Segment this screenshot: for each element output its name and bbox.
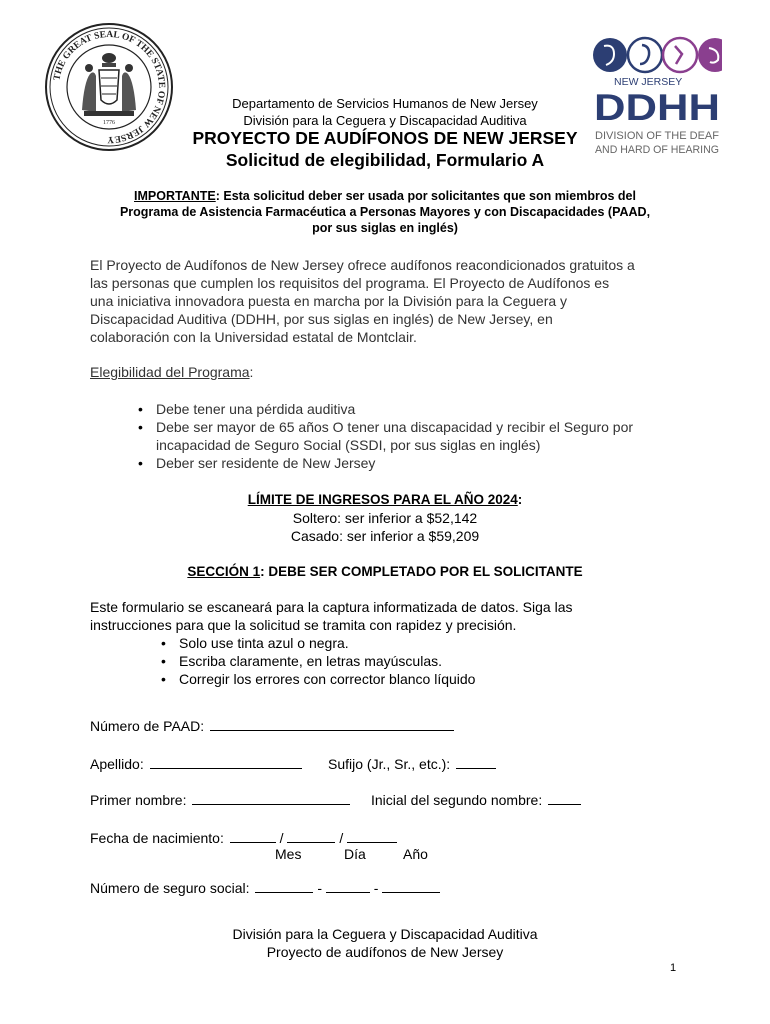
ddhh-state: NEW JERSEY [614,76,683,88]
paad-input-line[interactable] [210,716,454,731]
ddhh-line2: AND HARD OF HEARING [595,144,719,156]
dob-month-caption: Mes [275,846,302,862]
dob-day-caption: Día [344,846,366,862]
ssn-part1-input-line[interactable] [255,878,313,893]
section1-intro-line: instrucciones para que la solicitud se tramita con rapidez y precisión. [90,617,517,633]
ddhh-line1: DIVISION OF THE DEAF [595,130,720,142]
list-item: • Deber ser residente de New Jersey [134,454,694,472]
last-name-row [90,754,302,772]
suffix-label: Sufijo (Jr., Sr., etc.): [328,756,451,772]
intro-line: una iniciativa innovadora puesta en marcha por la División para la Ceguera y [90,293,568,309]
list-item: • Corregir los errores con corrector blanco líquido [157,670,657,688]
instructions-list [157,634,657,688]
intro-line: colaboración con la Universidad estatal de Montclair. [90,329,417,345]
eligibility-list [134,400,694,472]
ssn-part2-input-line[interactable] [326,878,370,893]
footer-project: Proyecto de audífonos de New Jersey [266,944,504,960]
list-item: • Solo use tinta azul o negra. [157,634,657,652]
suffix-row [328,754,496,772]
first-name-input-line[interactable] [192,790,350,805]
department-name: Departamento de Servicios Humanos de New Jersey [232,96,538,111]
footer-division: División para la Ceguera y Discapacidad Auditiva [232,926,538,942]
dob-row [90,828,397,846]
last-name-label: Apellido: [90,756,144,772]
first-name-row [90,790,350,808]
important-line1: : Esta solicitud deber ser usada por solicitantes que son miembros del [215,189,636,203]
paad-label: Número de PAAD: [90,718,205,734]
dob-year-input-line[interactable] [347,828,397,843]
list-item: • Debe ser mayor de 65 años O tener una discapacidad y recibir el Seguro por incapacidad de Seguro Social (SSDI, por sus siglas en inglés) [134,418,694,454]
income-limit-married: Casado: ser inferior a $59,209 [290,528,480,544]
middle-initial-input-line[interactable] [548,790,581,805]
page-title: PROYECTO DE AUDÍFONOS DE NEW JERSEY [192,128,578,148]
intro-line: las personas que cumplen los requisitos del programa. El Proyecto de Audífonos es [90,275,610,291]
suffix-input-line[interactable] [456,754,496,769]
dob-label: Fecha de nacimiento: [90,830,224,846]
intro-paragraph [90,256,690,346]
dob-separator: / [279,830,284,846]
dob-month-input-line[interactable] [230,828,276,843]
ssn-row [90,878,440,896]
list-item: • Debe tener una pérdida auditiva [134,400,694,418]
ssn-separator: - [373,880,379,896]
income-limit-heading: LÍMITE DE INGRESOS PARA EL AÑO 2024: [247,492,523,507]
important-line2: Programa de Asistencia Farmacéutica a Personas Mayores y con Discapacidades (PAAD, [119,205,651,219]
eligibility-heading: Elegibilidad del Programa: [90,364,254,380]
dob-separator: / [339,830,344,846]
page-number: 1 [670,962,677,974]
intro-line: El Proyecto de Audífonos de New Jersey ofrece audífonos reacondicionados gratuitos a [90,257,635,273]
important-line3: por sus siglas en inglés) [312,221,458,235]
seal-ring-text: THE GREAT SEAL OF THE STATE OF NEW JERSEY [52,29,167,145]
section1-intro-line: Este formulario se escaneará para la captura informatizada de datos. Siga las [90,599,573,615]
dob-year-caption: Año [403,846,428,862]
first-name-label: Primer nombre: [90,792,187,808]
last-name-input-line[interactable] [150,754,302,769]
page-subtitle: Solicitud de elegibilidad, Formulario A [225,150,545,170]
important-notice [85,188,685,236]
dob-day-input-line[interactable] [287,828,335,843]
section1-heading: SECCIÓN 1: DEBE SER COMPLETADO POR EL SOLICITANTE [187,564,583,579]
important-label: IMPORTANTE [134,189,216,203]
paad-field-row [90,716,454,734]
income-limit-single: Soltero: ser inferior a $52,142 [292,510,478,526]
middle-initial-row [371,790,581,808]
section1-intro [90,598,690,634]
ssn-separator: - [317,880,322,896]
list-item: • Escriba claramente, en letras mayúsculas. [157,652,657,670]
seal-year: 1776 [103,120,115,126]
division-name: División para la Ceguera y Discapacidad Auditiva [243,113,527,128]
intro-line: Discapacidad Auditiva (DDHH, por sus siglas en inglés) de New Jersey, en [90,311,553,327]
ddhh-acronym: DDHH [594,87,720,128]
ssn-label: Número de seguro social: [90,880,250,896]
ssn-part3-input-line[interactable] [382,878,440,893]
middle-initial-label: Inicial del segundo nombre: [371,792,543,808]
